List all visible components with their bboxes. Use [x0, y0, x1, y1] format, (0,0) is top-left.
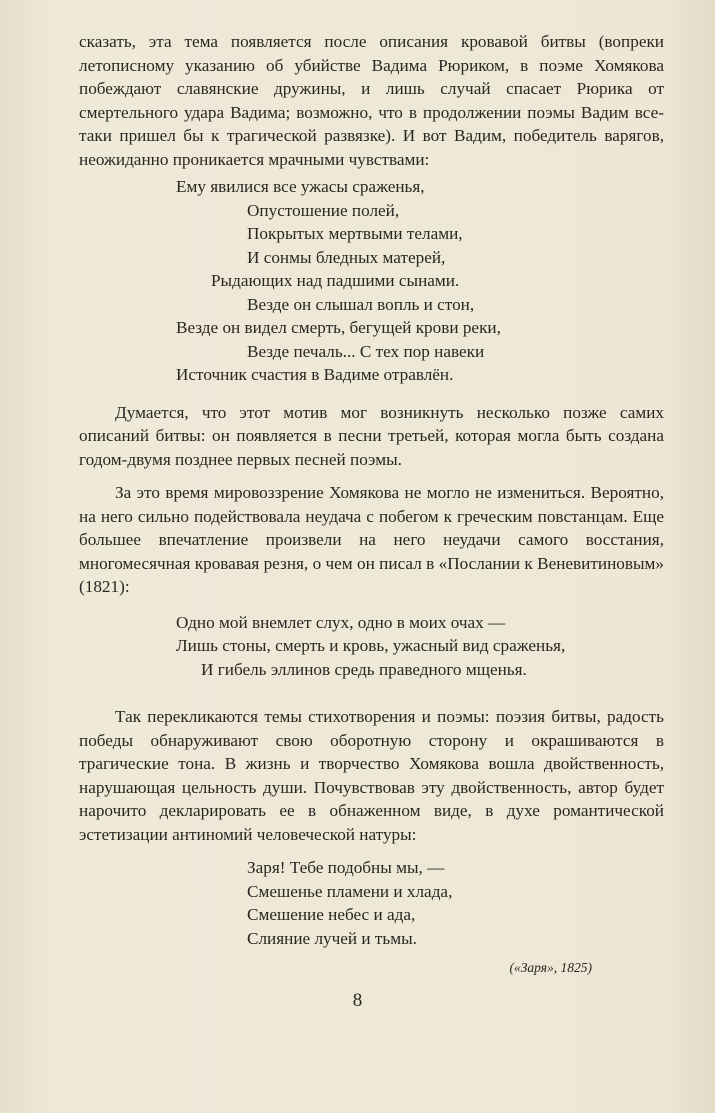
verse-vadim	[79, 175, 664, 387]
verse-line: Заря! Тебе подобны мы, —	[247, 858, 445, 877]
verse-line: Ему явилися все ужасы сраженья,	[176, 177, 425, 196]
paragraph-2: Думается, что этот мотив мог возникнуть несколько позже самих описаний битвы: он появляется в песни третьей, которая могла быть создана годом-двумя позднее первых песней поэмы.	[79, 402, 664, 469]
verse-line: Везде печаль... С тех пор навеки	[247, 341, 485, 361]
page-number: 8	[352, 990, 363, 1011]
verse-line: Смешенье пламени и хлада,	[247, 881, 453, 901]
paragraph-4: Так перекликаются темы стихотворения и поэмы: поэзия битвы, радость победы обнаруживают свою оборотную сторону и окрашиваются в трагические тона. В жизнь и творчество Хомякова вошла двойственность, нарушающая цельность души. Почувствовав эту двойственность, автор будет нарочито декларировать ее в обнаженном виде, в духе романтической эстетизации антиномий человеческой натуры:	[79, 707, 664, 844]
verse-zarya	[79, 856, 664, 980]
verse-line: И сонмы бледных матерей,	[247, 247, 446, 267]
verse-line: Покрытых мертвыми телами,	[247, 224, 463, 243]
page-text	[79, 30, 664, 994]
verse-line: Рыдающих над падшими сынами.	[211, 271, 460, 290]
verse-epistle	[79, 611, 664, 682]
verse-line: Слияние лучей и тьмы.	[247, 928, 417, 948]
verse-source: («Заря», 1825)	[509, 960, 592, 975]
verse-line: Лишь стоны, смерть и кровь, ужасный вид сраженья,	[176, 636, 566, 655]
verse-line: Источник счастия в Вадиме отравлён.	[176, 365, 454, 384]
verse-line: И гибель эллинов средь праведного мщенья.	[201, 659, 527, 679]
verse-line: Одно мой внемлет слух, одно в моих очах —	[176, 612, 506, 632]
verse-line: Опустошение полей,	[247, 200, 400, 220]
paragraph-3: За это время мировоззрение Хомякова не могло не измениться. Вероятно, на него сильно подействовала неудача с побегом к греческим повстанцам. Еще большее впечатление произвели на него неудачи самого восстания, многомесячная кровавая резня, о чем он писал в «Послании к Веневитиновым» (1821):	[79, 483, 664, 596]
verse-line: Везде он слышал вопль и стон,	[247, 294, 475, 314]
verse-line: Везде он видел смерть, бегущей крови реки,	[176, 318, 501, 337]
paragraph-1: сказать, эта тема появляется после описания кровавой битвы (вопреки летописному указанию об убийстве Вадима Рюриком, в поэме Хомякова побеждают славянские дружины, и лишь случай спасает Рюрика от смертельного удара Вадима; возможно, что в продолжении поэмы Вадим все-таки пришел бы к трагической развязке). И вот Вадим, победитель варягов, неожиданно проникается мрачными чувствами:	[79, 32, 664, 169]
verse-line: Смешение небес и ада,	[247, 905, 416, 924]
